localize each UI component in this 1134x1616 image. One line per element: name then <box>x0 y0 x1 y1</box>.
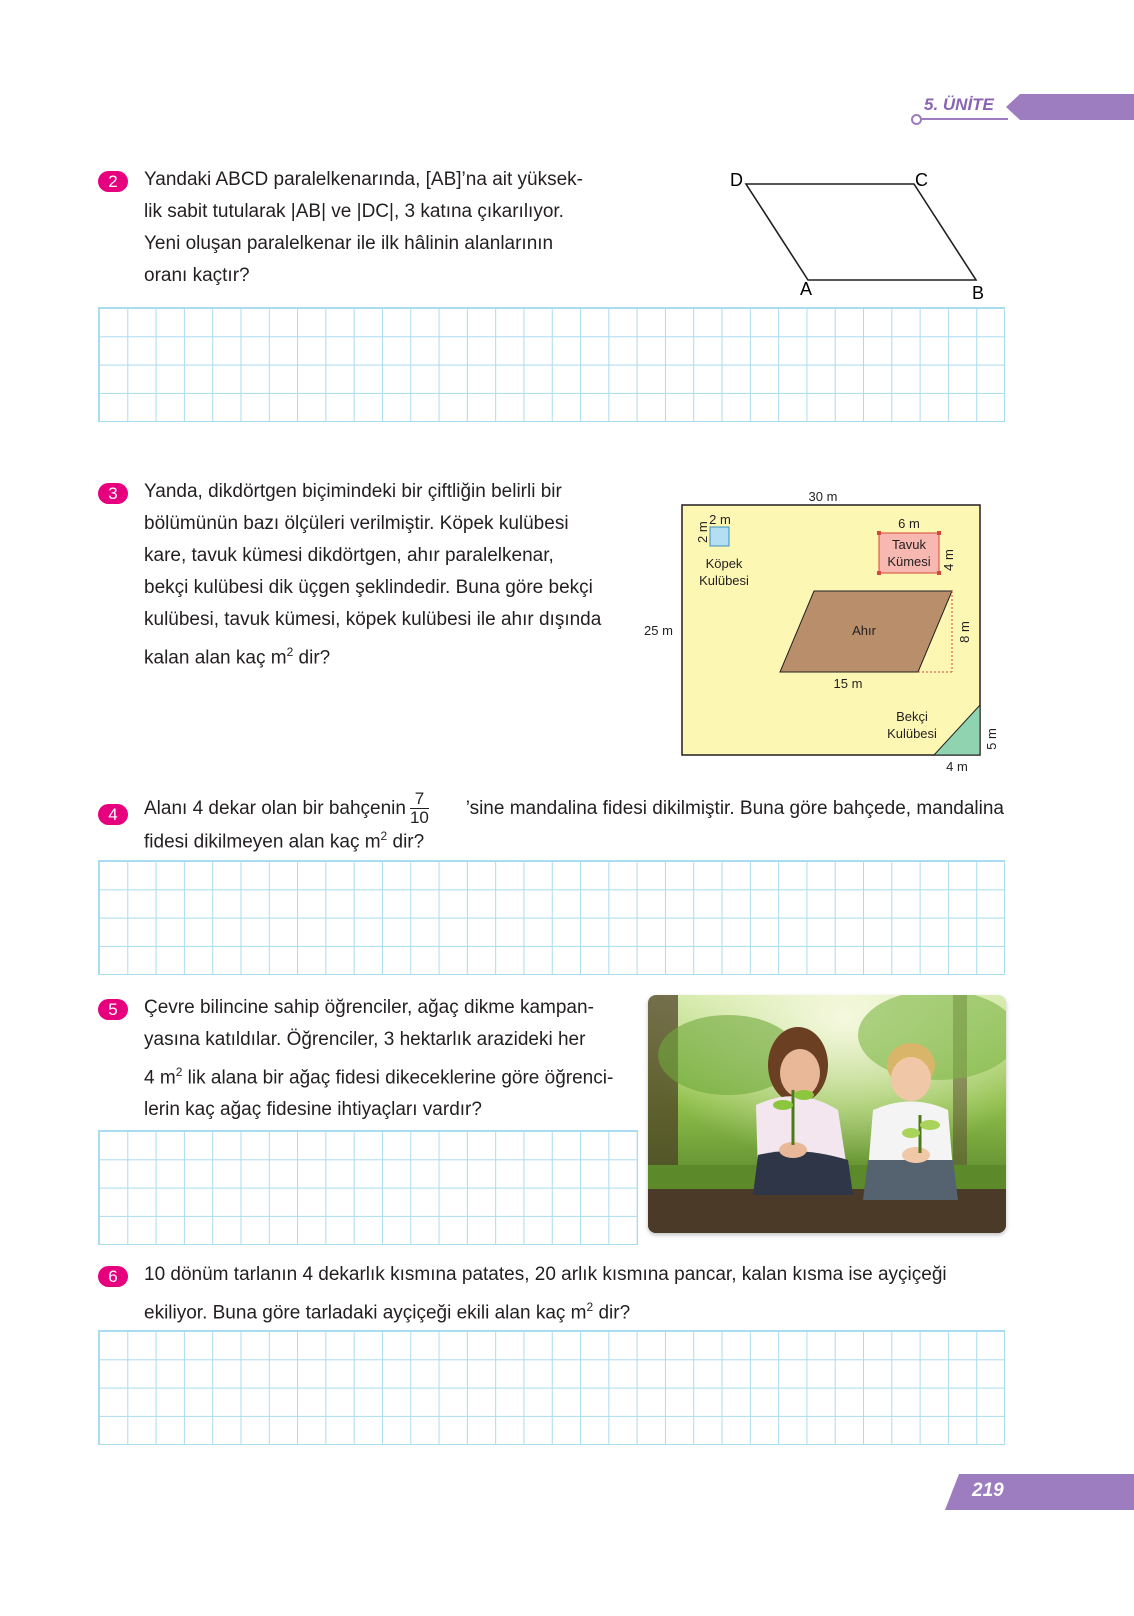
chicken-name-1: Tavuk <box>892 537 926 552</box>
question-2-number: 2 <box>98 171 128 192</box>
q2-line: lik sabit tutularak |AB| ve |DC|, 3 katına çıkarılıyor. <box>144 201 564 222</box>
chicken-corner-mark <box>877 531 881 535</box>
chicken-corner-mark <box>877 571 881 575</box>
chicken-corner-mark <box>937 531 941 535</box>
q4-line-2 <box>144 821 1004 857</box>
dog-house-square <box>710 527 729 546</box>
question-6-number: 6 <box>98 1266 128 1287</box>
question-3-number: 3 <box>98 483 128 504</box>
vertex-b-label: B <box>972 283 985 303</box>
chicken-name-2: Kümesi <box>887 554 931 569</box>
q4-post: ’sine mandalina fidesi dikilmiştir. Buna göre bahçede, mandalina <box>465 797 1004 819</box>
dog-side-left-label: 2 m <box>695 521 710 543</box>
q5-line3-sup: 2 <box>175 1065 183 1079</box>
q3-last-pre: kalan alan kaç m <box>144 647 287 669</box>
question-6-text <box>144 1259 1004 1329</box>
vertex-a-label: A <box>800 279 813 299</box>
q5-line: Çevre bilincine sahip öğrenciler, ağaç dikme kampan- <box>144 997 594 1018</box>
unit-tab <box>1006 94 1134 120</box>
farm-height-label: 25 m <box>644 623 673 638</box>
parallelogram-abcd <box>746 184 976 280</box>
q3-last-post: dir? <box>293 647 331 669</box>
answer-grid-q5[interactable] <box>98 1130 638 1245</box>
guard-name-1: Bekçi <box>896 709 928 724</box>
question-4-text <box>144 790 1004 857</box>
q4-fraction-numerator: 7 <box>410 790 429 809</box>
answer-grid-q2[interactable] <box>98 307 1005 422</box>
farm-width-label: 30 m <box>808 489 838 504</box>
answer-grid-q6[interactable] <box>98 1330 1005 1445</box>
guard-base-label: 4 m <box>946 759 968 774</box>
chicken-width-label: 6 m <box>898 516 920 531</box>
q4-line2-post: dir? <box>387 831 425 853</box>
q6-line2-post: dir? <box>593 1302 631 1324</box>
q6-line2-sup: 2 <box>586 1300 594 1314</box>
barn-base-label: 15 m <box>833 676 863 691</box>
q5-line-3 <box>144 1056 630 1094</box>
q2-line: oranı kaçtır? <box>144 265 250 286</box>
dog-name-2: Kulübesi <box>699 573 749 588</box>
dog-name-1: Köpek <box>705 556 743 571</box>
q3-line: bekçi kulübesi dik üçgen şeklindedir. Buna göre bekçi <box>144 577 593 598</box>
unit-dot <box>911 114 922 125</box>
q3-line-last <box>144 636 622 674</box>
guard-name-2: Kulübesi <box>887 726 937 741</box>
barn-height-label: 8 m <box>957 621 972 643</box>
q4-line2-sup: 2 <box>380 829 388 843</box>
q6-line-2 <box>144 1291 1004 1329</box>
dog-side-top-label: 2 m <box>709 512 731 527</box>
q2-line: Yandaki ABCD paralelkenarında, [AB]’na ait yüksek- <box>144 169 583 190</box>
guard-height-label: 5 m <box>984 728 999 750</box>
q4-line2-pre: fidesi dikilmeyen alan kaç m <box>144 831 381 853</box>
question-4-number: 4 <box>98 804 128 825</box>
children-planting-photo <box>648 995 1006 1233</box>
barn-name: Ahır <box>852 623 876 638</box>
q3-line: kulübesi, tavuk kümesi, köpek kulübesi ile ahır dışında <box>144 609 602 630</box>
q3-line: kare, tavuk kümesi dikdörtgen, ahır paralelkenar, <box>144 545 554 566</box>
q3-line: Yanda, dikdörtgen biçimindeki bir çiftliğin belirli bir <box>144 481 562 502</box>
question-2-text <box>144 164 596 292</box>
question-5-number: 5 <box>98 999 128 1020</box>
unit-underline <box>918 118 1008 120</box>
q6-line2-pre: ekiliyor. Buna göre tarladaki ayçiçeği ekili alan kaç m <box>144 1302 587 1324</box>
q5-line3-post: lik alana bir ağaç fidesi dikeceklerine göre öğrenci- <box>182 1067 614 1089</box>
question-5-text <box>144 992 630 1126</box>
page-number: 219 <box>972 1480 1004 1501</box>
parallelogram-figure <box>720 162 1000 307</box>
answer-grid-q4[interactable] <box>98 860 1005 975</box>
farm-figure <box>640 487 1010 777</box>
chicken-height-label: 4 m <box>941 549 956 571</box>
q3-last-sup: 2 <box>286 645 294 659</box>
q2-line: Yeni oluşan paralelkenar ile ilk hâlinin alanlarının <box>144 233 554 254</box>
q5-line3-pre: 4 m <box>144 1067 176 1089</box>
vertex-d-label: D <box>730 170 743 190</box>
q6-line-1: 10 dönüm tarlanın 4 dekarlık kısmına patates, 20 arlık kısmına pancar, kalan kısma ise ayçiçeği <box>144 1264 947 1285</box>
q3-line: bölümünün bazı ölçüleri verilmiştir. Köpek kulübesi <box>144 513 569 534</box>
q4-pre-text: Alanı 4 dekar olan bir bahçenin <box>144 797 406 819</box>
q5-line: lerin kaç ağaç fidesine ihtiyaçları vardır? <box>144 1099 482 1121</box>
q5-line: yasına katıldılar. Öğrenciler, 3 hektarlık arazideki her <box>144 1029 586 1050</box>
unit-label: 5. ÜNİTE <box>924 95 994 114</box>
q4-fraction-denominator: 10 <box>409 808 429 827</box>
vertex-c-label: C <box>915 170 928 190</box>
children-planting-illustration <box>648 995 1006 1233</box>
question-3-text <box>144 476 622 674</box>
